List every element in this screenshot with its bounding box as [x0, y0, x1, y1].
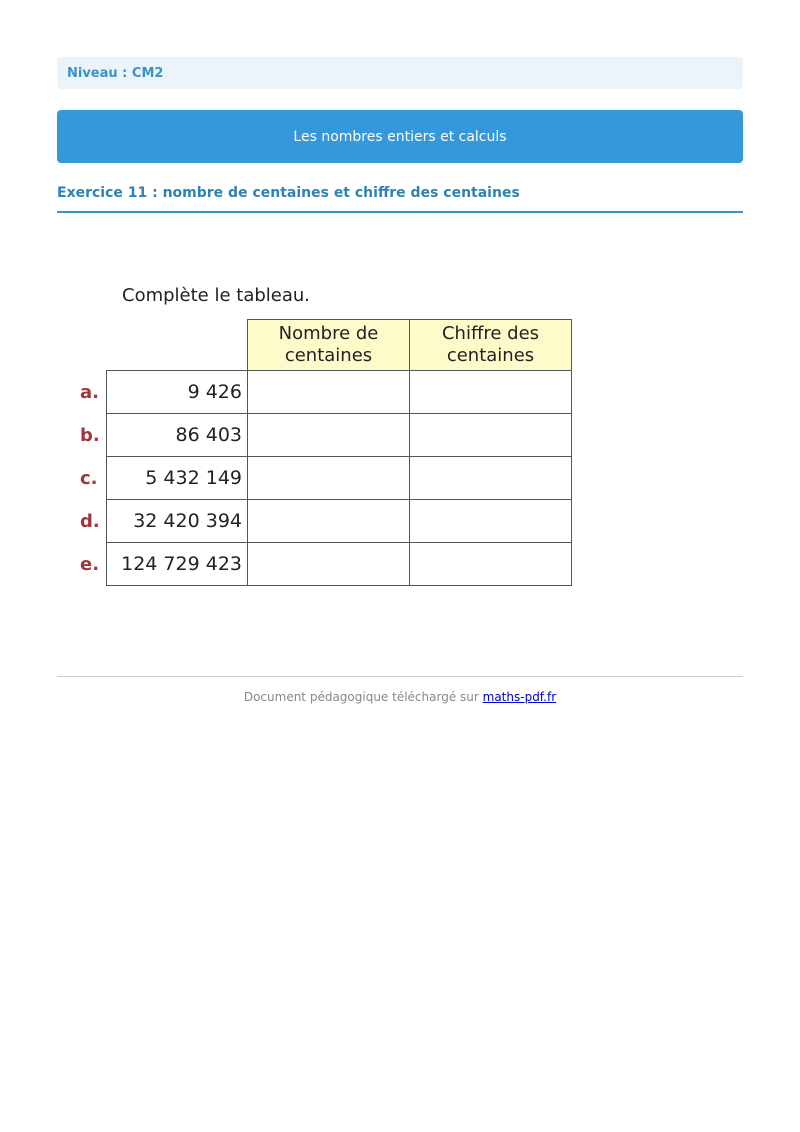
- column-header-line: centaines: [446, 345, 535, 366]
- title-banner: [57, 110, 743, 163]
- exercise-instruction: Complète le tableau.: [122, 285, 311, 306]
- answer-cell-hundreds-digit[interactable]: [410, 543, 572, 586]
- answer-cell-hundreds-digit[interactable]: [410, 500, 572, 543]
- level-label: Niveau : CM2: [67, 65, 164, 81]
- table-row: [80, 543, 572, 586]
- row-letter: b.: [80, 424, 100, 446]
- table-corner: [107, 320, 248, 371]
- answer-cell-number-of-hundreds[interactable]: [248, 543, 410, 586]
- footer-link[interactable]: maths-pdf.fr: [482, 690, 557, 704]
- number-cell: 86 403: [107, 414, 248, 457]
- number-cell: 124 729 423: [107, 543, 248, 586]
- exercise-table: [80, 319, 572, 586]
- level-bar: [57, 57, 743, 89]
- table-row: [80, 371, 572, 414]
- answer-cell-number-of-hundreds[interactable]: [248, 500, 410, 543]
- row-letter: e.: [80, 553, 100, 575]
- column-header-line: Chiffre des: [441, 323, 540, 344]
- number-cell: 9 426: [107, 371, 248, 414]
- table-row: [80, 414, 572, 457]
- answer-cell-number-of-hundreds[interactable]: [248, 457, 410, 500]
- row-letter: a.: [80, 381, 99, 403]
- answer-cell-hundreds-digit[interactable]: [410, 457, 572, 500]
- answer-cell-hundreds-digit[interactable]: [410, 414, 572, 457]
- exercise-heading: Exercice 11 : nombre de centaines et chiffre des centaines: [57, 185, 743, 213]
- answer-cell-number-of-hundreds[interactable]: [248, 371, 410, 414]
- column-header-number-of-hundreds: [248, 320, 410, 371]
- column-header-line: centaines: [284, 345, 373, 366]
- table-row: [80, 500, 572, 543]
- footer-text: Document pédagogique téléchargé sur: [243, 690, 483, 704]
- table-row: [80, 457, 572, 500]
- banner-title: Les nombres entiers et calculs: [293, 128, 507, 145]
- row-letter: d.: [80, 510, 100, 532]
- footer: [57, 690, 743, 704]
- answer-cell-number-of-hundreds[interactable]: [248, 414, 410, 457]
- number-cell: 32 420 394: [107, 500, 248, 543]
- row-letter: c.: [80, 467, 98, 489]
- answer-cell-hundreds-digit[interactable]: [410, 371, 572, 414]
- table-header-row: [80, 320, 572, 371]
- column-header-hundreds-digit: [410, 320, 572, 371]
- number-cell: 5 432 149: [107, 457, 248, 500]
- footer-divider: [57, 676, 743, 677]
- table-corner: [80, 320, 107, 371]
- column-header-line: Nombre de: [278, 323, 379, 344]
